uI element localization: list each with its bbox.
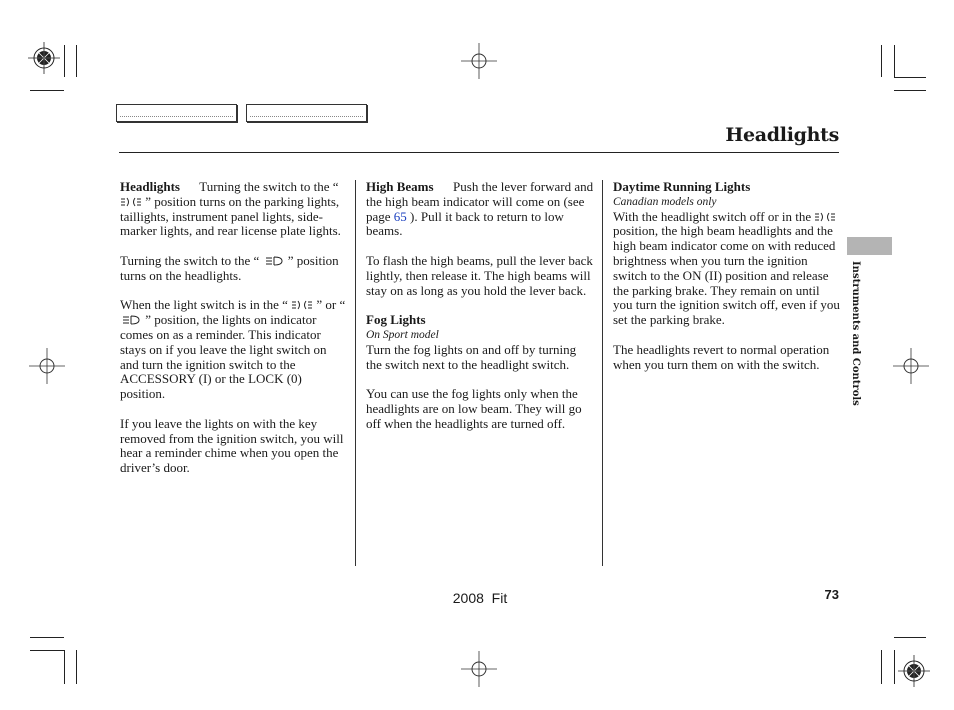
parking-lights-icon [120,197,142,207]
column-headlights [120,180,348,491]
page-reference-link[interactable]: 65 [393,208,407,224]
side-tab [847,237,892,255]
headlight-icon [120,315,142,325]
paragraph [613,180,841,328]
page-number: 73 [824,587,839,602]
body-text: ” or “ [316,297,346,313]
section-heading-fog-lights: Fog Lights [366,312,426,328]
paragraph [120,254,348,284]
section-heading-headlights: Headlights [120,179,180,194]
body-text: Push the lever forward and the high beam indicator will come on (see page [366,179,594,224]
section-heading-high-beams: High Beams [366,179,434,194]
body-text: When the light switch is in the “ [120,297,288,313]
body-text: ). Pull it back to return to low beams. [366,208,564,239]
body-text: Turn the fog lights on and off by turning the switch next to the headlight switch. [366,341,577,372]
column-high-beams [366,180,594,446]
paragraph [366,180,594,239]
paragraph: If you leave the lights on with the key removed from the ignition switch, you will hear a reminder chime when you open the driver’s door. [120,415,344,476]
crop-mark [881,45,882,77]
parking-lights-icon [814,212,836,222]
paragraph: The headlights revert to normal operation when you turn them on with the switch. [613,341,830,372]
body-text: With the headlight switch off or in the [613,208,812,224]
crop-mark [76,650,77,684]
column-divider [355,180,356,566]
crosshair-target-icon [461,651,497,687]
parking-lights-icon [291,300,313,310]
section-heading-daytime-running-lights: Daytime Running Lights [613,179,751,194]
crosshair-target-icon [461,43,497,79]
body-text: ” position turns on the parking lights, taillights, instrument panel lights, side-marker lights, and rear license plate lights. [120,193,341,239]
body-text: ” position, the lights on indicator comes on as a reminder. This indicator stays on if you leave the light switch on and turn the ignition switch to the ACCESSORY (I) or the LOCK (0) position. [120,312,327,402]
page-title: Headlights [725,124,839,146]
crop-mark [30,90,64,91]
header-tab-box [246,104,367,122]
body-text: Turning the switch to the “ [120,252,260,268]
crop-mark [894,637,926,638]
crop-mark [64,45,65,77]
crop-mark [881,650,882,684]
registration-target-icon [898,655,930,687]
crop-mark [894,650,895,684]
model-note: Canadian models only [613,195,717,208]
body-text: position, the high beam headlights and the high beam indicator come on with reduced brightness when you turn the ignition switch to the ON (II) position and release the parking brake. They remain on until you turn the ignition switch off, even if you set the parking brake. [613,223,840,328]
crosshair-target-icon [29,348,65,384]
header-tab-box [116,104,237,122]
title-rule [119,152,839,153]
footer-model: 2008 Fit [452,590,508,606]
crosshair-target-icon [893,348,929,384]
headlight-icon [263,256,285,266]
paragraph: To flash the high beams, pull the lever back lightly, then release it. The high beams will stay on as long as you hold the lever back. [366,252,593,298]
body-text: Turning the switch to the “ [199,179,339,194]
model-note: On Sport model [366,328,439,341]
crop-mark [76,45,77,77]
crop-mark [894,45,895,77]
crop-mark [894,77,926,78]
registration-target-icon [28,42,60,74]
crop-mark [30,637,64,638]
crop-mark [64,650,65,684]
crop-mark [894,90,926,91]
column-divider [602,180,603,566]
paragraph: You can use the fog lights only when the headlights are on low beam. They will go off when the headlights are turned off. [366,386,582,431]
paragraph [366,313,594,372]
column-daytime-running-lights [613,180,841,387]
side-tab-label: Instruments and Controls [850,261,861,406]
crop-mark [30,650,64,651]
body-text: ” position turns on the headlights. [120,252,339,283]
paragraph [120,298,348,402]
paragraph [120,180,348,239]
